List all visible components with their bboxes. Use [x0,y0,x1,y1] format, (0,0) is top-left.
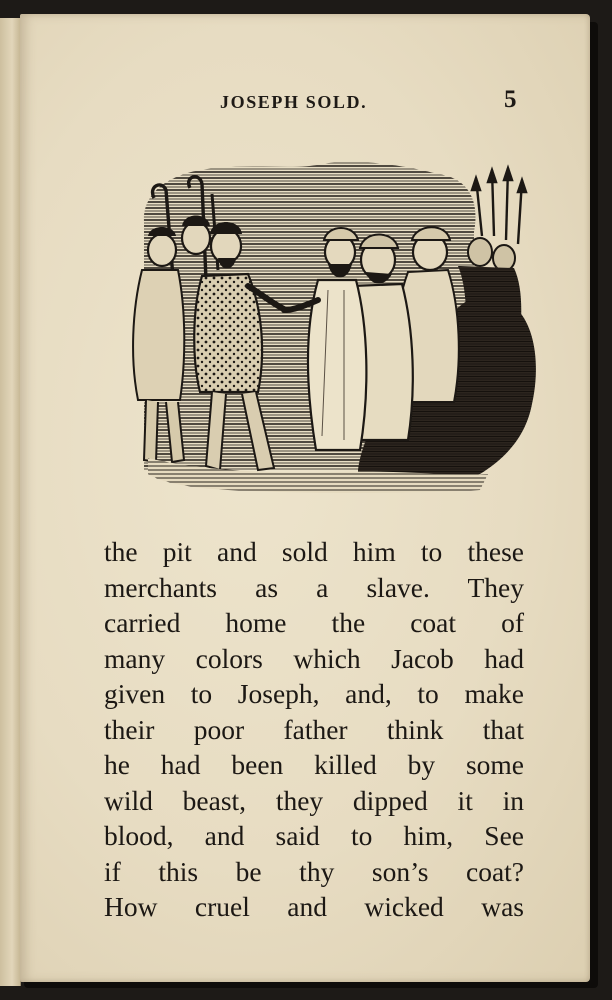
text-line: carried home the coat of [104,607,524,638]
text-line: blood, and said to him, See [104,820,524,851]
text-line: given to Joseph, and, to make [104,678,524,709]
running-head: JOSEPH SOLD. [220,92,368,112]
text-line: he had been killed by some [104,749,524,780]
spears [472,168,526,244]
engraving-illustration [108,140,540,496]
page-number: 5 [504,86,517,113]
text-line: their poor father think that [104,713,524,745]
previous-page-edge [0,18,21,986]
text-line: many colors which Jacob had [104,642,524,674]
text-line: if this be thy son’s coat? [104,855,524,887]
text-line: wild beast, they dipped it in [104,784,524,816]
text-line: the pit and sold him to these [104,536,524,567]
book-page [20,14,590,982]
text-line: How cruel and wicked was [104,891,524,922]
text-line: merchants as a slave. They [104,571,524,603]
body-text [104,534,524,925]
